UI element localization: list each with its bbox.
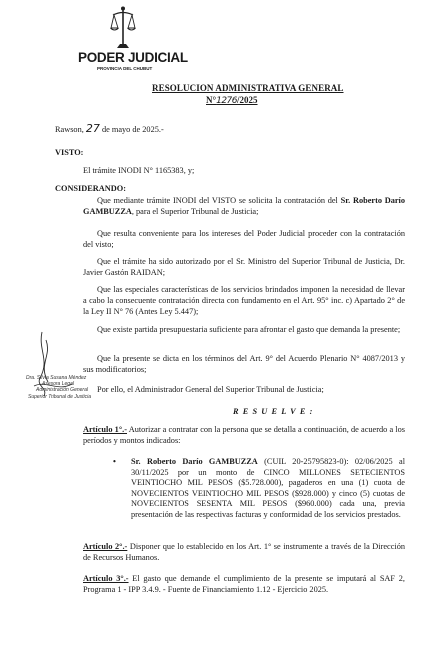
considerando-paragraph-2: Que resulta conveniente para los intereses del Poder Judicial proceder con la contratación del visto; [83,229,405,249]
article-1-item-text: (CUIL 20-25795823-0): 02/06/2025 al 30/11/2025 por un monto de CINCO MILLONES SETECIENTOS VEINTIOCHO MIL PESOS ($5.728.000), pagaderos en una (1) cuota de NOVECIENTOS VEINTIOCHO MIL PESOS ($928.000) y cinco (5) cuotas de NOVECIENTOS SESENTA MIL PESOS ($960.000) cada una, previa presentación de las respectivas facturas y conformidad de los servicios prestados. [131,457,405,519]
date-line [55,123,164,135]
article-2-text: Disponer que lo establecido en los Art. 1° se instrumente a través de la Dirección de Recursos Humanos. [83,542,406,562]
visto-heading: VISTO: [55,148,84,157]
considerando-paragraph-6: Que la presente se dicta en los términos del Art. 9° del Acuerdo Plenario N° 4087/2013 y sus modificatorios; [83,354,405,374]
bullet-icon: • [113,457,116,466]
considerando-paragraph-7: Por ello, el Administrador General del Superior Tribunal de Justicia; [97,385,324,394]
p1-tail: , para el Superior Tribunal de Justicia; [131,207,259,216]
article-1-item-name: Sr. Roberto Darío GAMBUZZA [131,457,258,466]
considerando-paragraph-3: Que el trámite ha sido autorizado por el Sr. Ministro del Superior Tribunal de Justicia, Dr. Javier Gastón RAIDAN; [83,257,405,277]
stamp-line-4: Superior Tribunal de Justicia [28,393,91,400]
considerando-paragraph-1 [83,195,405,217]
article-3 [83,573,405,595]
p1-text: Que mediante trámite INODI del VISTO se solicita la contratación del [97,196,341,205]
visto-text: El trámite INODI N° 1165383, y; [83,166,195,175]
institution-name: PODER JUDICIAL [78,50,188,65]
article-1-label: Artículo 1°.- [83,425,127,434]
number-suffix: /2025 [237,95,258,105]
resolution-number [206,95,258,106]
resolution-title: RESOLUCION ADMINISTRATIVA GENERAL [152,83,344,93]
number-prefix: N° [206,95,217,105]
handwritten-number: 1276 [216,96,238,106]
stamp-line-1: Dra. Silvia Susana Méndez [26,375,87,381]
article-1-item [131,457,405,521]
contractor-name: Sr. Roberto Darío GAMBUZZA [83,196,405,216]
handwritten-day: 27 [85,122,100,135]
article-3-text: El gasto que demande el cumplimiento de la presente se imputará al SAF 2, Programa 1 - IPP 3.4.9. - Fuente de Financiamiento 1.12 - Ejercicio 2025. [83,574,405,594]
date-rest: de mayo de 2025.- [101,125,164,134]
stamp-line-2: Asesora Legal [42,381,74,388]
official-stamp [26,375,91,400]
article-1 [83,424,405,446]
considerando-paragraph-4: Que las especiales características de los servicios brindados imponen la necesidad de llevar a cabo la consecuente contratación directa con fundamento en el Art. 95° inc. c) Apartado 2° de la Ley II N° 76 (Antes Ley 5.447); [83,285,405,316]
considerando-heading: CONSIDERANDO: [55,184,126,193]
article-2-label: Artículo 2°.- [83,542,128,551]
date-city: Rawson, [55,125,84,134]
considerando-paragraph-5: Que existe partida presupuestaria suficiente para afrontar el gasto que demanda la presente; [97,325,401,334]
province-name: PROVINCIA DEL CHUBUT [97,66,153,71]
article-3-label: Artículo 3°.- [83,574,129,583]
resuelve-heading: RESUELVE: [233,407,317,416]
article-2 [83,541,405,563]
scales-of-justice-icon [110,6,136,50]
stamp-line-3: Administración General [36,387,88,394]
article-1-text: Autorizar a contratar con la persona que se detalla a continuación, de acuerdo a los períodos y montos indicados: [83,425,405,445]
